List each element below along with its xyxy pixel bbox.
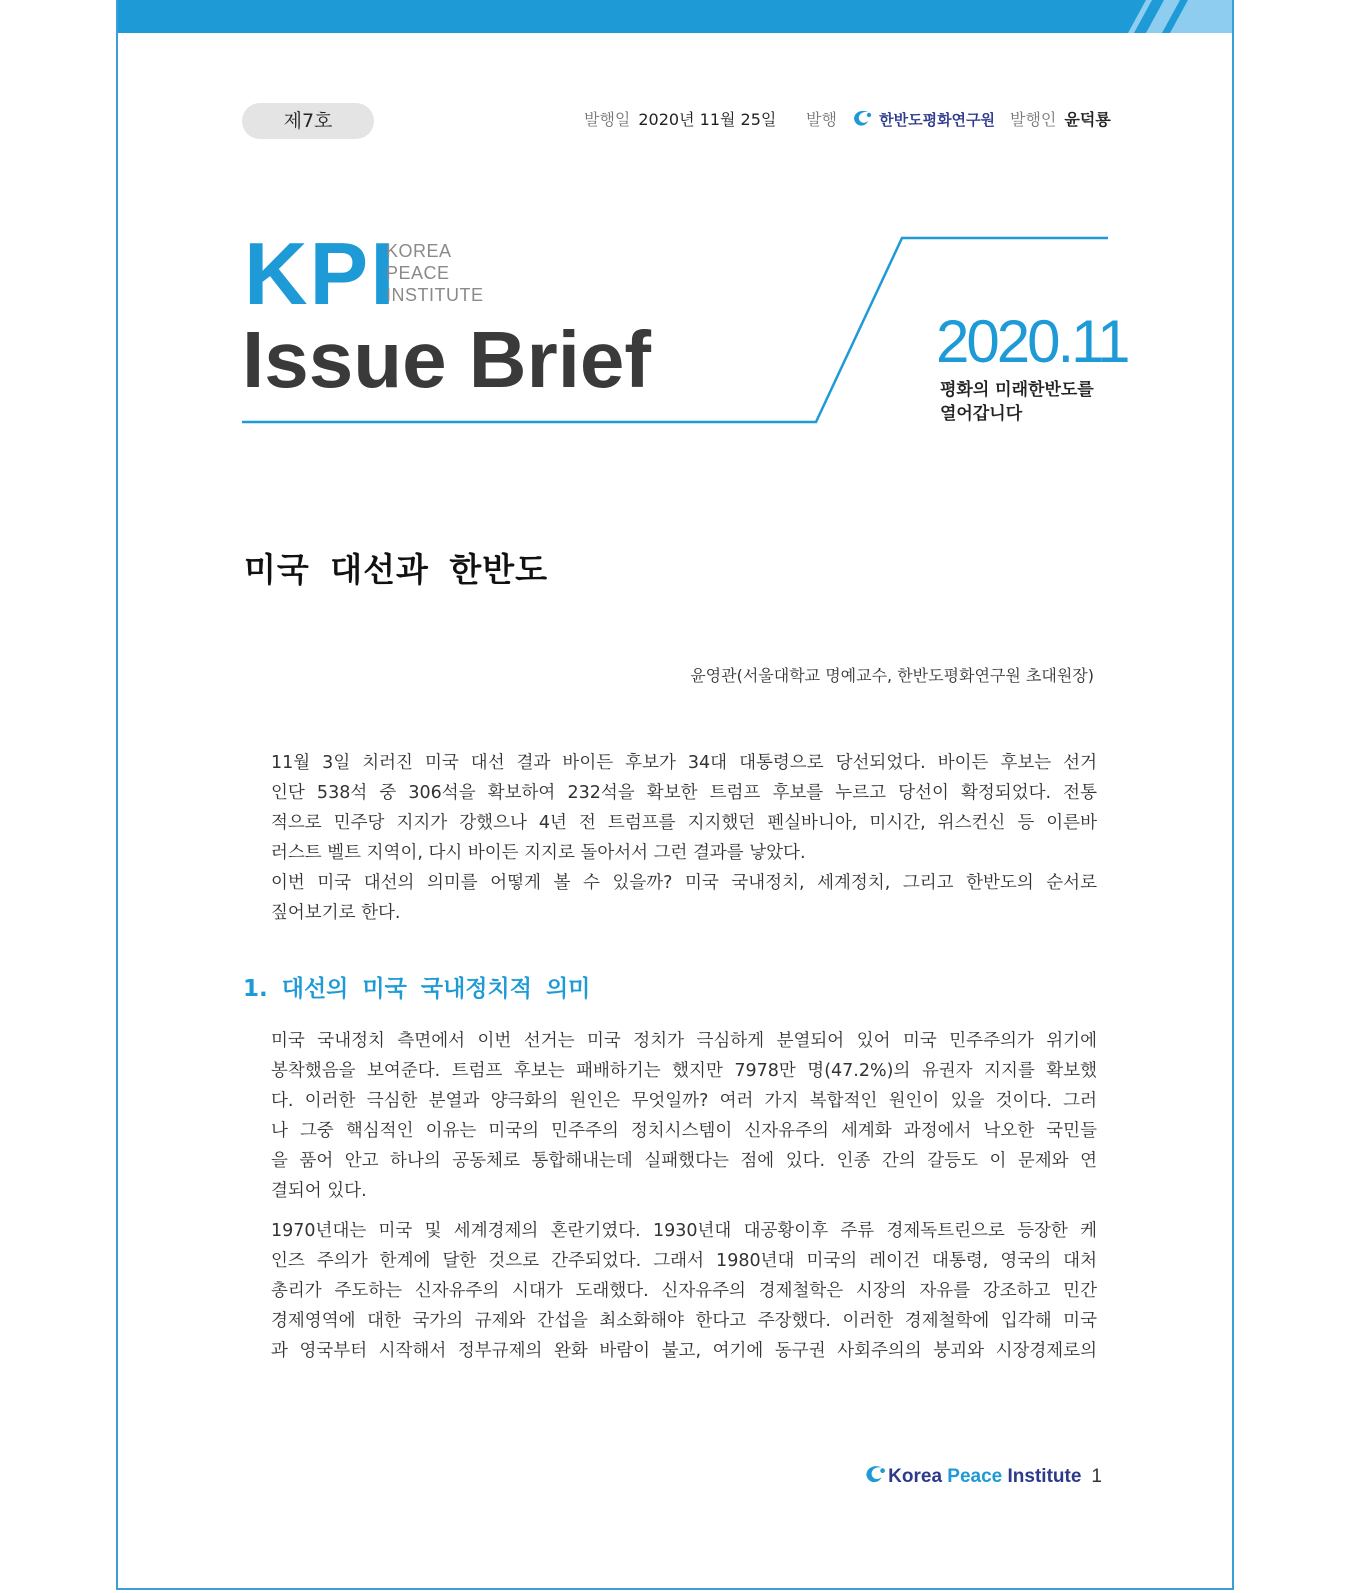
text-line: 결되어 있다.: [271, 1181, 367, 1201]
text-line: 11월 3일 치러진 미국 대선 결과 바이든 후보가 34대 대통령으로 당선되었다. 바이든 후보는 선거: [271, 753, 1097, 773]
kpi-logo: KPI: [244, 224, 397, 323]
slogan-line-2: 열어갑니다: [940, 404, 1023, 424]
text-line: 인단 538석 중 306석을 확보하여 232석을 확보한 트럼프 후보를 누르고 당선이 확정되었다. 전통: [271, 783, 1097, 803]
text-line: 나 그중 핵심적인 이유는 미국의 민주주의 정치시스템이 신자유주의 세계화 과정에서 낙오한 국민들: [271, 1121, 1097, 1141]
document-page: [116, 0, 1234, 1590]
publisher-name: 한반도평화연구원: [879, 111, 996, 129]
slogan: [940, 378, 1094, 426]
article-title: 미국 대선과 한반도: [244, 550, 549, 589]
kpi-sub-institute: INSTITUTE: [386, 285, 484, 305]
text-line: 경제영역에 대한 국가의 규제와 간섭을 최소화해야 한다고 주장했다. 이러한 경제철학에 입각해 미국: [271, 1311, 1097, 1331]
article-author: 윤영관(서울대학교 명예교수, 한반도평화연구원 초대원장): [690, 666, 1094, 685]
text-line: 미국 국내정치 측면에서 이번 선거는 미국 정치가 극심하게 분열되어 있어 미국 민주주의가 위기에: [271, 1031, 1097, 1051]
kpi-logo-subtitle: [386, 240, 484, 306]
slogan-line-1: 평화의 미래한반도를: [940, 380, 1094, 400]
publisher-label: 발행: [806, 110, 837, 129]
issuer-name: 윤덕룡: [1064, 110, 1111, 129]
text-line: 총리가 주도하는 신자유주의 시대가 도래했다. 신자유주의 경제철학은 시장의 자유를 강조하고 민간: [271, 1281, 1097, 1301]
section-heading-1: 1. 대선의 미국 국내정치적 의미: [243, 976, 591, 1002]
text-line: 봉착했음을 보여준다. 트럼프 후보는 패배하기는 했지만 7978만 명(47.2%)의 유권자 지지를 확보했: [271, 1061, 1097, 1081]
kpi-sub-korea: KOREA: [386, 241, 452, 261]
text-line: 이번 미국 대선의 의미를 어떻게 볼 수 있을까? 미국 국내정치, 세계정치, 그리고 한반도의 순서로: [271, 873, 1097, 893]
intro-paragraph-2: [271, 868, 1097, 928]
text-line: 러스트 벨트 지역이, 다시 바이든 지지로 돌아서서 그런 결과를 낳았다.: [271, 843, 806, 863]
text-line: 짚어보기로 한다.: [271, 903, 401, 923]
footer-brand-peace: Peace: [947, 1466, 1003, 1487]
series-title: Issue Brief: [242, 315, 652, 404]
intro-paragraph-1: [271, 748, 1097, 868]
text-line: 과 영국부터 시작해서 정부규제의 완화 바람이 불고, 여기에 동구권 사회주의의 붕괴와 시장경제로의: [271, 1341, 1097, 1361]
kpi-sub-peace: PEACE: [386, 263, 450, 283]
text-line: 다. 이러한 극심한 분열과 양극화의 원인은 무엇일까? 여러 가지 복합적인 원인이 있을 것이다. 그러: [271, 1091, 1097, 1111]
text-line: 적으로 민주당 지지가 강했으나 4년 전 트럼프를 지지했던 펜실바니아, 미시간, 위스컨신 등 이른바: [271, 813, 1097, 833]
text-line: 인즈 주의가 한계에 달한 것으로 간주되었다. 그래서 1980년대 미국의 레이건 대통령, 영국의 대처: [271, 1251, 1097, 1271]
footer-brand-korea: Korea: [888, 1466, 948, 1487]
text-line: 1970년대는 미국 및 세계경제의 혼란기였다. 1930년대 대공황이후 주류 경제독트린으로 등장한 케: [271, 1221, 1097, 1241]
section1-paragraph-1: [271, 1026, 1097, 1206]
edition-date: 2020.11: [936, 308, 1128, 375]
page-number: 1: [1091, 1466, 1102, 1487]
kpi-emblem-icon: [862, 1463, 888, 1487]
section1-paragraph-2: [271, 1216, 1097, 1366]
publish-date-label: 발행일: [584, 110, 631, 129]
issuer-label: 발행인: [1010, 110, 1057, 129]
publish-date-value: 2020년 11월 25일: [638, 110, 777, 129]
page-footer: [862, 1463, 1102, 1491]
issue-number-badge: 제7호: [242, 103, 374, 139]
text-line: 을 품어 안고 하나의 공동체로 통합해내는데 실패했다는 점에 있다. 인종 간의 갈등도 이 문제와 연: [271, 1151, 1097, 1171]
footer-brand-institute: Institute: [1002, 1466, 1082, 1487]
